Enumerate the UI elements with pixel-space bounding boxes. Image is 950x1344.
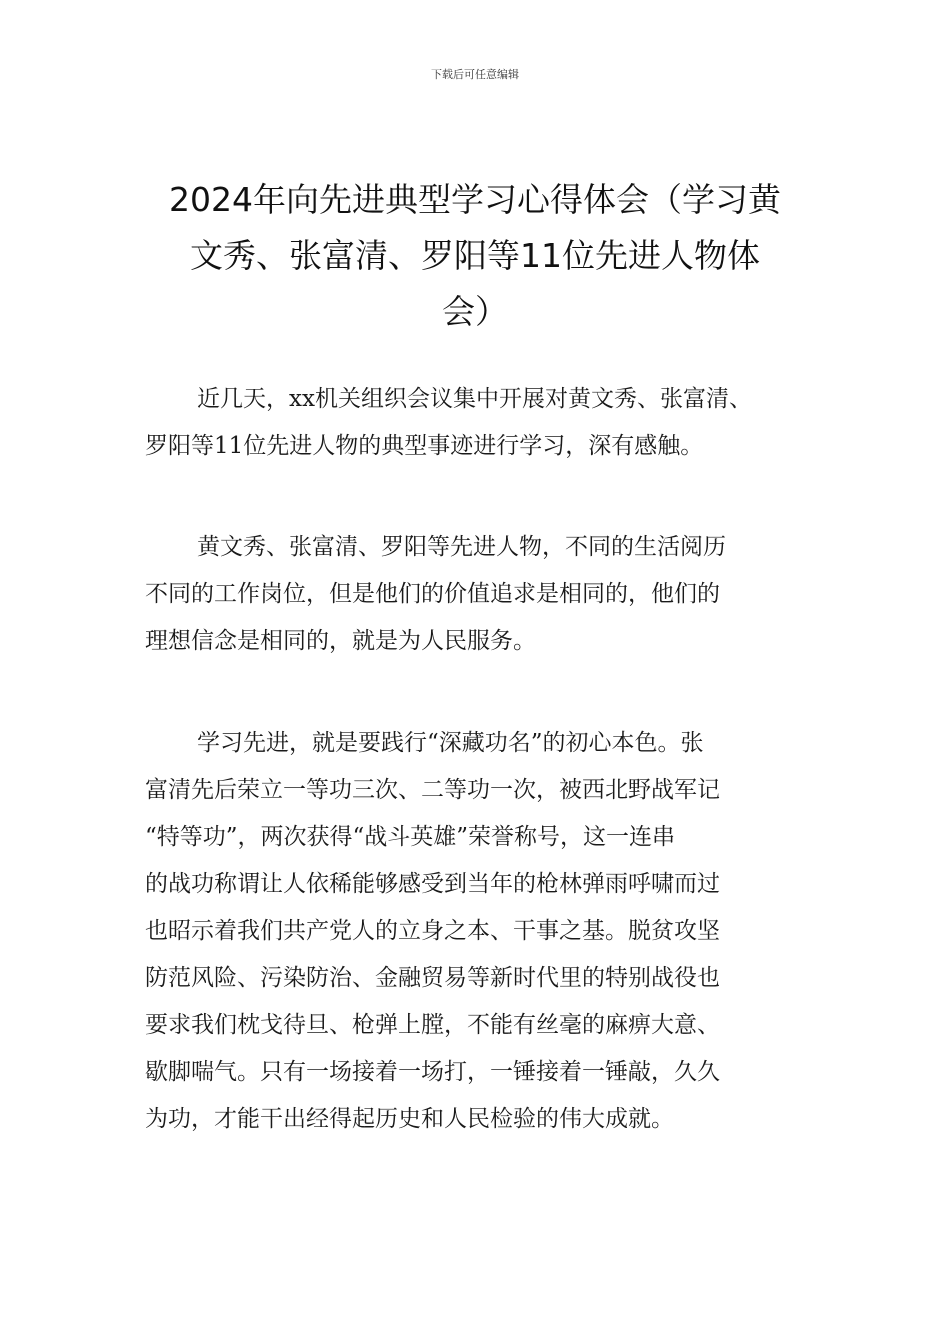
paragraph-line: 黄文秀、张富清、罗阳等先进人物，不同的生活阅历: [197, 534, 726, 560]
paragraph-line: 要求我们枕戈待旦、枪弹上膛，不能有丝毫的麻痹大意、: [145, 1012, 720, 1038]
paragraph-line: 也昭示着我们共产党人的立身之本、干事之基。脱贫攻坚: [145, 918, 720, 944]
paragraph-line: 的战功称谓让人依稀能够感受到当年的枪林弹雨呼啸而过: [145, 871, 720, 897]
paragraph-line: 罗阳等11位先进人物的典型事迹进行学习，深有感触。: [145, 433, 704, 459]
paragraph-learning: [145, 720, 810, 1143]
paragraph-line: 歇脚喘气。只有一场接着一场打，一锤接着一锤敲，久久: [145, 1059, 720, 1085]
paragraph-line: 学习先进，就是要践行“深藏功名”的初心本色。张: [197, 730, 704, 756]
paragraph-line: “特等功”，两次获得“战斗英雄”荣誉称号，这一连串: [145, 824, 676, 850]
title-line: 2024年向先进典型学习心得体会（学习黄: [169, 180, 781, 219]
paragraph-values: [145, 524, 810, 665]
title-line: 会）: [442, 292, 508, 331]
paragraph-line: 富清先后荣立一等功三次、二等功一次，被西北野战军记: [145, 777, 720, 803]
title-line: 文秀、张富清、罗阳等11位先进人物体: [190, 236, 760, 275]
paragraph-intro: [145, 376, 810, 470]
paragraph-line: 近几天，xx机关组织会议集中开展对黄文秀、张富清、: [197, 386, 752, 412]
paragraph-line: 为功，才能干出经得起历史和人民检验的伟大成就。: [145, 1106, 674, 1132]
document-title: [150, 172, 800, 340]
header-note: 下载后可任意编辑: [431, 68, 519, 81]
paragraph-line: 防范风险、污染防治、金融贸易等新时代里的特别战役也: [145, 965, 720, 991]
paragraph-line: 理想信念是相同的，就是为人民服务。: [145, 628, 536, 654]
paragraph-line: 不同的工作岗位，但是他们的价值追求是相同的，他们的: [145, 581, 720, 607]
